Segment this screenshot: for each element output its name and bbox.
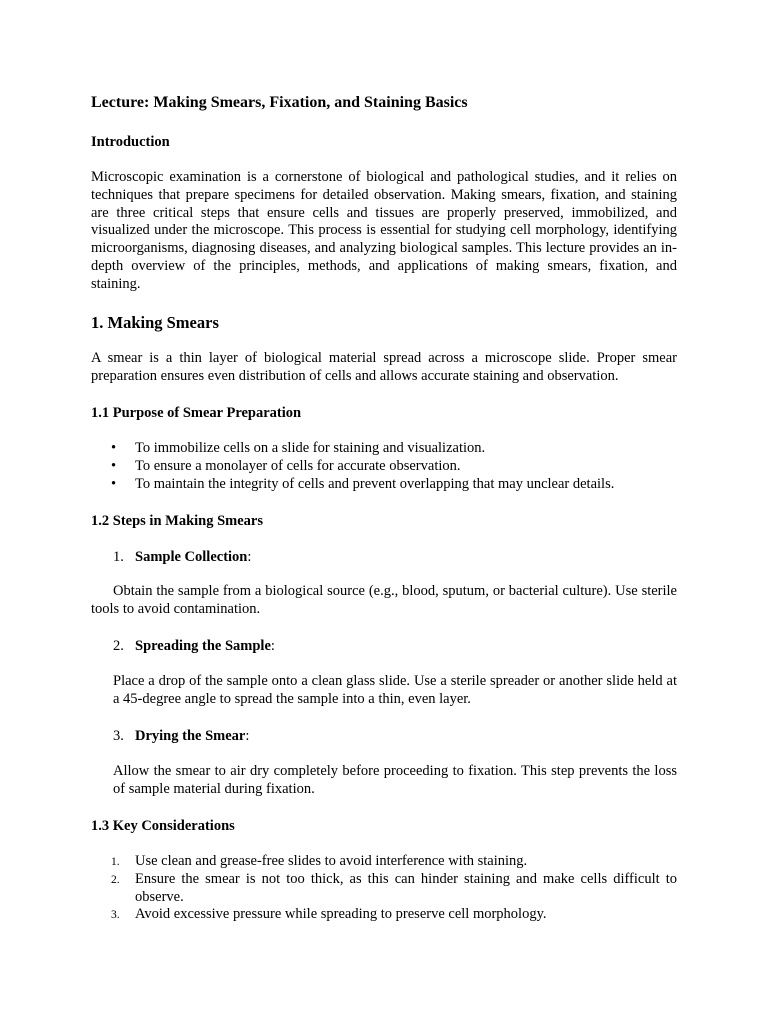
- list-number: 3.: [111, 909, 120, 922]
- considerations-list: [91, 853, 677, 924]
- steps-heading: 1.2 Steps in Making Smears: [91, 513, 264, 529]
- list-number: 1.: [111, 856, 120, 868]
- step-heading-spreading-the-sample: 2. Spreading the Sample:: [113, 638, 275, 654]
- list-number: 2.: [111, 873, 120, 886]
- list-item: 3. Avoid excessive pressure while spreading to preserve cell morphology.: [91, 906, 677, 924]
- list-item: • To ensure a monolayer of cells for accurate observation.: [111, 457, 461, 474]
- list-item: 1. Use clean and grease-free slides to avoid interference with staining.: [91, 853, 677, 871]
- bullet-icon: •: [111, 475, 117, 492]
- purpose-list: [91, 440, 677, 493]
- introduction-heading: Introduction: [91, 134, 170, 150]
- bullet-icon: •: [111, 457, 117, 474]
- list-item: • To immobilize cells on a slide for staining and visualization.: [111, 440, 486, 456]
- introduction-paragraph: Microscopic examination is a cornerstone of biological and pathological studies, and it relies on techniques that prepare specimens for detailed observation. Making smears, fixation, and staining are three critical steps that ensure cells and tissues are properly preserved, immobilized, and visualized under the microscope. This process is essential for studying cell morphology, identifying microorganisms, diagnosing diseases, and analyzing biological samples. This lecture provides an in-depth overview of the principles, methods, and applications of making smears, fixation, and staining.: [91, 169, 677, 292]
- step-heading-drying-the-smear: 3. Drying the Smear:: [113, 728, 250, 744]
- step-heading-sample-collection: 1. Sample Collection:: [113, 549, 252, 565]
- list-item: 2. Ensure the smear is not too thick, as this can hinder staining and make cells difficult to observe.: [111, 870, 677, 905]
- section-1-heading: 1. Making Smears: [91, 313, 219, 332]
- page-title: Lecture: Making Smears, Fixation, and Staining Basics: [91, 94, 468, 111]
- step-text-spreading-the-sample: Place a drop of the sample onto a clean glass slide. Use a sterile spreader or another slide held at a 45-degree angle to spread the sample into a thin, even layer.: [113, 673, 677, 707]
- step-text-sample-collection: Obtain the sample from a biological source (e.g., blood, sputum, or bacterial culture). Use sterile tools to avoid contamination.: [91, 583, 677, 617]
- list-item: • To maintain the integrity of cells and prevent overlapping that may unclear details.: [111, 475, 615, 492]
- step-text-drying-the-smear: Allow the smear to air dry completely before proceeding to fixation. This step prevents the loss of sample material during fixation.: [113, 763, 677, 797]
- purpose-heading: 1.1 Purpose of Smear Preparation: [91, 405, 302, 421]
- bullet-icon: •: [111, 440, 117, 456]
- considerations-heading: 1.3 Key Considerations: [91, 818, 235, 834]
- section-1-paragraph: A smear is a thin layer of biological material spread across a microscope slide. Proper smear preparation ensures even distribution of cells and allows accurate staining and observation.: [91, 350, 677, 384]
